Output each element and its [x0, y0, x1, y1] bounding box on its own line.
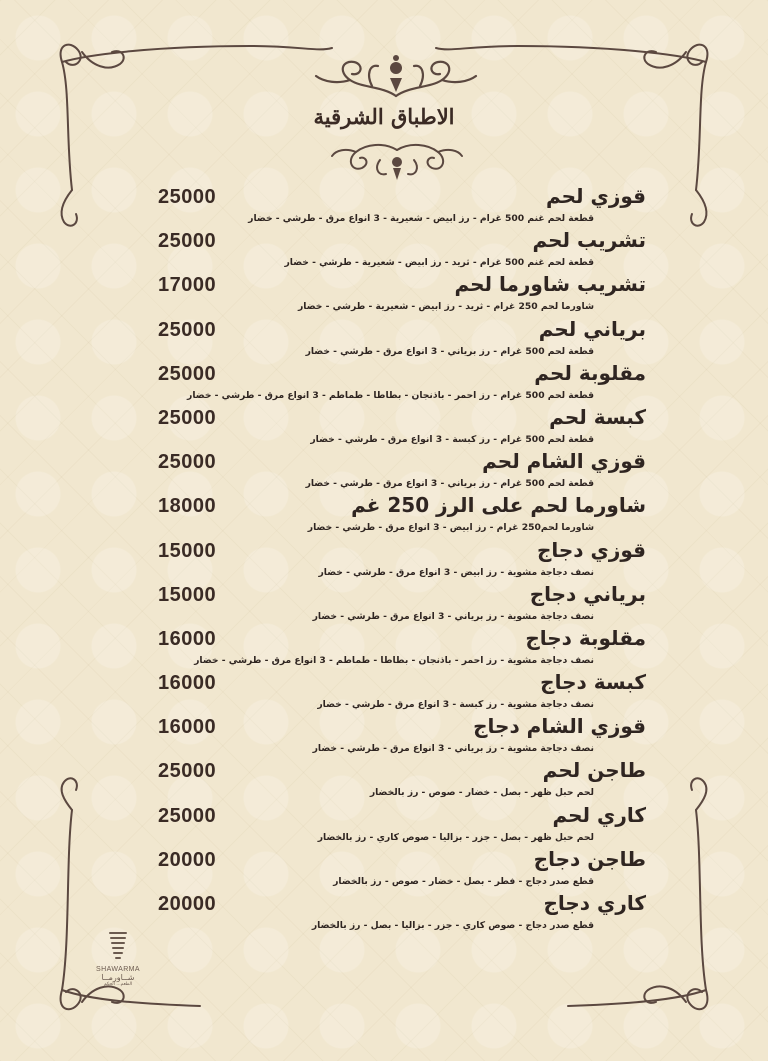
dish-description: قطع صدر دجاج - صوص كاري - جزر - بزاليا - بصل - رز بالخضار — [311, 920, 594, 931]
dish-price: 16000 — [158, 672, 217, 695]
dish-name: قوزي لحم — [545, 184, 646, 208]
dish-description: شاورما لحم250 غرام - رز ابيض - 3 انواع مرق - طرشي - خضار — [307, 522, 594, 534]
menu-item — [150, 712, 650, 756]
brand-name-ar: شــاورمــا — [101, 973, 135, 982]
dish-price: 17000 — [158, 274, 217, 297]
brand-logo — [96, 930, 140, 987]
corner-flourish-bottom-right — [687, 810, 707, 1009]
dish-name: برياني دجاج — [529, 581, 646, 606]
menu-item — [150, 491, 650, 535]
menu-item — [150, 270, 650, 314]
dish-description: قطعة لحم 500 غرام - رز برياني - 3 انواع مرق - طرشي - خضار — [305, 345, 594, 357]
title-underline-ornament — [330, 136, 464, 184]
menu-item — [150, 536, 650, 580]
dish-price: 16000 — [158, 716, 217, 739]
dish-price: 25000 — [158, 406, 217, 429]
top-ornament — [312, 52, 480, 102]
menu-list — [150, 182, 650, 933]
menu-item — [150, 624, 650, 668]
dish-description: نصف دجاجة مشوية - رز كبسة - 3 انواع مرق - طرشي - خضار — [317, 699, 594, 711]
dish-price: 15000 — [158, 583, 217, 606]
dish-description: قطعة لحم 500 غرام - رز برياني - 3 انواع مرق - طرشي - خضار — [305, 478, 594, 490]
dish-name: مقلوبة لحم — [534, 360, 646, 385]
dish-description: قطعة لحم غنم 500 غرام - ثريد - رز ابيض - شعيرية - طرشي - خضار — [284, 257, 594, 269]
dish-description: قطعة لحم 500 غرام - رز كبسة - 3 انواع مرق - طرشي - خضار — [310, 433, 594, 445]
dish-description: لحم حبل ظهر - بصل - جزر - بزاليا - صوص كاري - رز بالخضار — [317, 831, 594, 843]
dish-price: 25000 — [158, 362, 217, 385]
dish-price: 20000 — [158, 893, 217, 915]
dish-price: 16000 — [158, 627, 217, 650]
corner-flourish-top-left — [61, 45, 81, 190]
stacked-lines-logo-icon — [108, 930, 128, 960]
menu-item — [150, 447, 650, 491]
dish-description: قطعة لحم غنم 500 غرام - رز ابيض - شعيرية - 3 انواع مرق - طرشي - خضار — [248, 213, 594, 224]
menu-item — [150, 226, 650, 270]
dish-name: طاجن دجاج — [533, 846, 646, 871]
dish-name: مقلوبة دجاج — [525, 625, 646, 650]
dish-price: 20000 — [158, 848, 217, 871]
menu-item — [150, 889, 650, 933]
dish-name: كاري لحم — [552, 802, 646, 827]
menu-item — [150, 580, 650, 624]
brand-tagline: الطعم... الحكم — [103, 982, 133, 987]
corner-flourish-bottom-left — [61, 810, 81, 1009]
dish-price: 25000 — [158, 451, 217, 474]
dish-name: طاجن لحم — [542, 758, 646, 783]
menu-item — [150, 403, 650, 447]
dish-description: نصف دجاجة مشوية - رز احمر - باذنجان - بطاطا - طماطم - 3 انواع مرق - طرشي - خضار — [194, 654, 594, 666]
dish-description: لحم حبل ظهر - بصل - خضار - صوص - رز بالخضار — [369, 787, 594, 799]
menu-item — [150, 845, 650, 889]
corner-flourish-top-right — [687, 45, 707, 190]
menu-item — [150, 359, 650, 403]
dish-name: كبسة دجاج — [540, 670, 646, 695]
dish-price: 25000 — [158, 318, 217, 341]
dish-name: تشريب لحم — [532, 228, 646, 253]
dish-price: 25000 — [158, 804, 217, 827]
dish-description: نصف دجاجة مشوية - رز ابيض - 3 انواع مرق - طرشي - خضار — [318, 566, 594, 578]
brand-name-en: SHAWARMA — [96, 966, 140, 973]
dish-price: 25000 — [158, 186, 217, 208]
dish-description: قطعة لحم 500 غرام - رز احمر - باذنجان - بطاطا - طماطم - 3 انواع مرق - طرشي - خضار — [187, 389, 594, 401]
dish-description: نصف دجاجة مشوية - رز برياني - 3 انواع مرق - طرشي - خضار — [312, 610, 594, 622]
dish-name: قوزي دجاج — [536, 537, 646, 562]
dish-name: كبسة لحم — [549, 404, 646, 429]
dish-name: شاورما لحم على الرز 250 غم — [351, 493, 646, 518]
menu-item — [150, 182, 650, 226]
section-title: الاطباق الشرقية — [313, 104, 455, 129]
dish-price: 25000 — [158, 230, 217, 253]
dish-name: قوزي الشام دجاج — [473, 714, 646, 739]
dish-description: قطع صدر دجاج - فطر - بصل - خضار - صوص - رز بالخضار — [333, 875, 594, 887]
menu-item — [150, 315, 650, 359]
dish-description: نصف دجاجة مشوية - رز برياني - 3 انواع مرق - طرشي - خضار — [312, 743, 594, 755]
menu-item — [150, 756, 650, 800]
dish-price: 18000 — [158, 495, 217, 518]
dish-price: 15000 — [158, 539, 217, 562]
dish-name: كاري دجاج — [543, 891, 646, 915]
menu-item — [150, 668, 650, 712]
dish-name: قوزي الشام لحم — [482, 449, 646, 474]
dish-price: 25000 — [158, 760, 217, 783]
menu-item — [150, 801, 650, 845]
dish-name: برياني لحم — [538, 316, 646, 341]
dish-name: تشريب شاورما لحم — [454, 272, 646, 297]
dish-description: شاورما لحم 250 غرام - ثريد - رز ابيض - شعيرية - طرشي - خضار — [297, 301, 594, 313]
